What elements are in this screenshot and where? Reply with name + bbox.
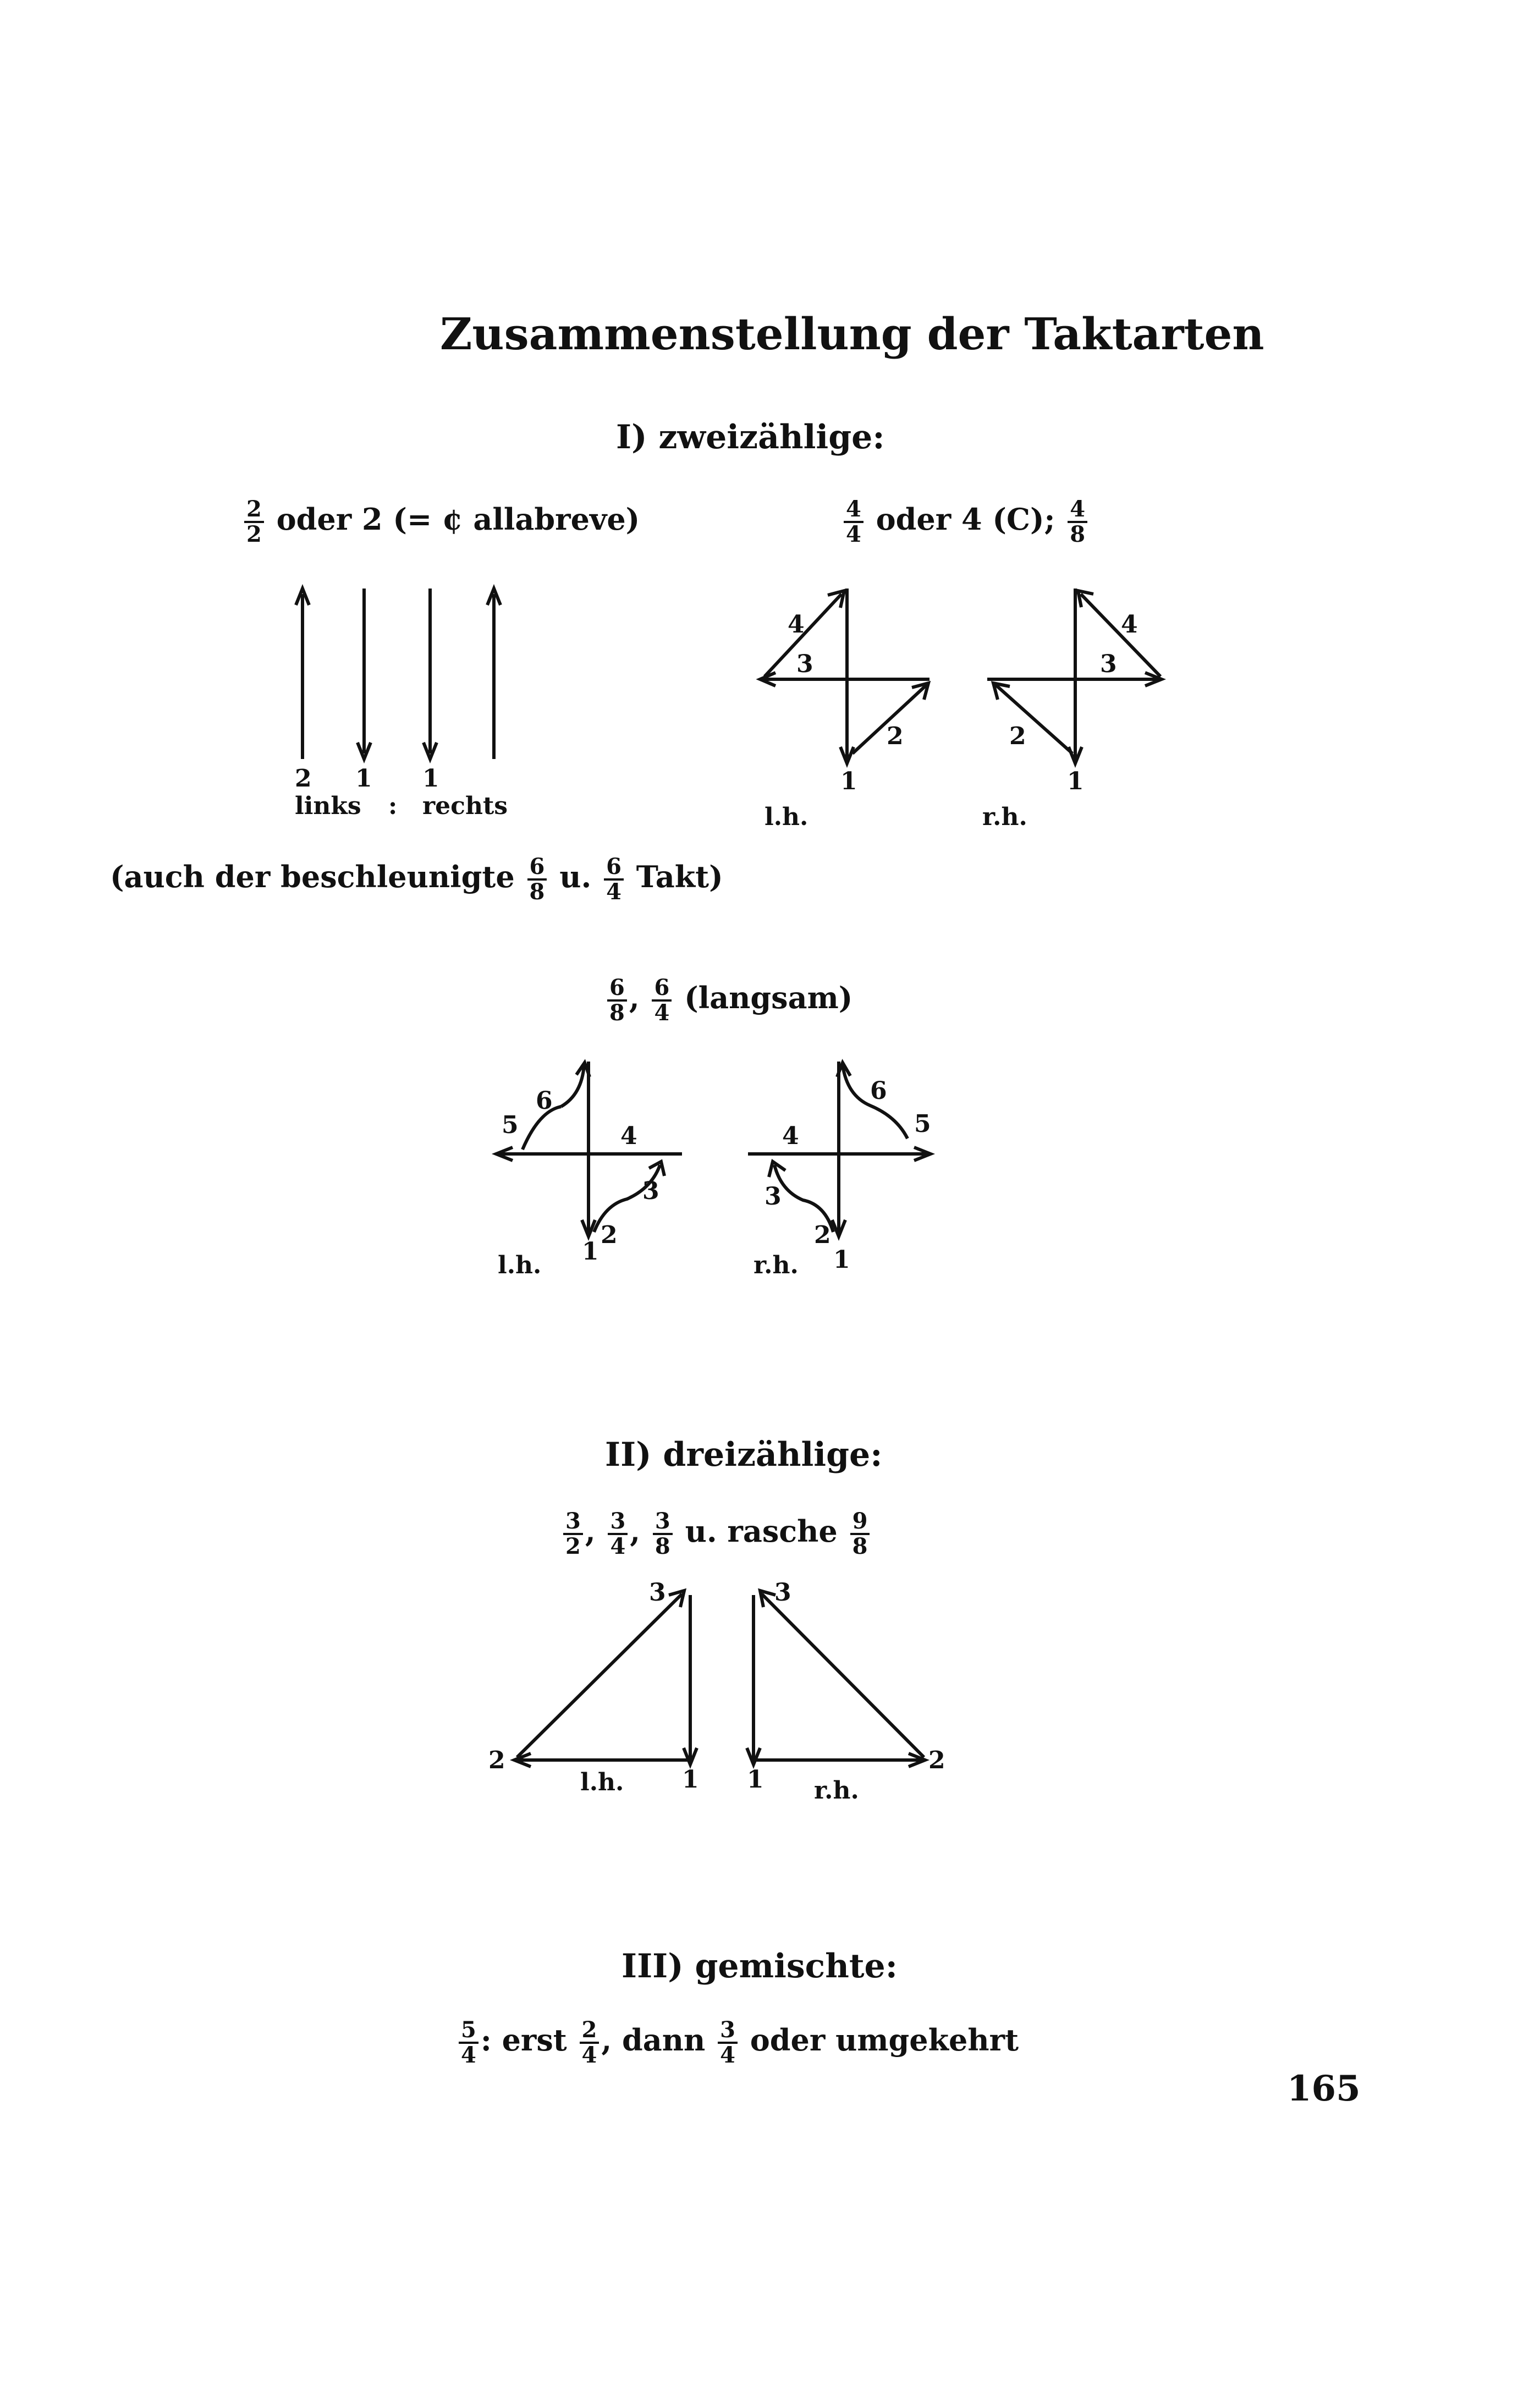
page-title: Zusammenstellung der Taktarten xyxy=(440,308,1264,360)
page-number: 165 xyxy=(1287,2068,1361,2109)
fraction: $\frac{4}{4}$ xyxy=(844,498,864,546)
fraction: $\frac{3}{2}$ xyxy=(563,1510,583,1558)
hand-right-label-c: r.h. xyxy=(754,1251,799,1279)
beat-1-label: 1 xyxy=(747,1766,764,1794)
beat-4-label: 4 xyxy=(782,1122,799,1150)
block-a-header xyxy=(242,498,640,546)
block-a-text: oder 2 (= ¢ allabreve) xyxy=(276,502,640,537)
beat-3-label: 3 xyxy=(796,650,813,678)
beat-label-1b: 1 xyxy=(422,765,439,793)
beat-2-label: 2 xyxy=(1009,722,1026,750)
block-b-header: $\frac{4}{4}$ oder 4 (C); $\frac{4}{8}$ xyxy=(842,498,1090,546)
fraction: $\frac{3}{4}$ xyxy=(718,2019,738,2067)
hand-left-label-c: l.h. xyxy=(498,1251,542,1279)
two-beat-arrows-diagram xyxy=(286,583,517,765)
fraction: $\frac{4}{8}$ xyxy=(1068,498,1087,546)
beat-4-label: 4 xyxy=(620,1122,637,1150)
beat-1-label: 1 xyxy=(1067,767,1084,795)
beat-1-label: 1 xyxy=(840,767,857,795)
section-1-heading: I) zweizählige: xyxy=(616,418,885,457)
beat-1-label: 1 xyxy=(582,1238,599,1266)
fraction: $\frac{2}{2}$ xyxy=(244,498,264,546)
section-3-heading: III) gemischte: xyxy=(622,1947,898,1986)
fraction: $\frac{3}{8}$ xyxy=(653,1510,673,1558)
section-2-signatures: $\frac{3}{2}$ , $\frac{3}{4}$ , $\frac{3}{8}$ u. rasche $\frac{9}{8}$ xyxy=(561,1510,872,1558)
beat-2-label: 2 xyxy=(601,1221,618,1249)
beat-3-label: 3 xyxy=(649,1579,666,1607)
section-2-heading: II) dreizählige: xyxy=(605,1436,883,1474)
fraction: $\frac{6}{8}$ xyxy=(607,976,627,1025)
four-beat-right-diagram xyxy=(985,583,1166,795)
beat-2-label: 2 xyxy=(488,1746,505,1774)
six-beat-right-diagram xyxy=(743,1056,941,1276)
fraction: $\frac{6}{4}$ xyxy=(604,855,624,904)
block-a-note: (auch der beschleunigte $\frac{6}{8}$ u. $\frac{6}{4}$ Takt) xyxy=(110,854,723,905)
beat-label-1a: 1 xyxy=(355,765,372,793)
diagonal-up-left-arrow xyxy=(762,1594,924,1757)
beat-2-label: 2 xyxy=(887,722,904,750)
beat-label-2: 2 xyxy=(295,765,312,793)
diagonal-down-left-arrow xyxy=(996,685,1072,754)
beat-3-label: 3 xyxy=(642,1177,659,1205)
three-beat-left-diagram xyxy=(484,1579,704,1794)
beat-1-label: 1 xyxy=(833,1246,850,1274)
fraction: $\frac{6}{4}$ xyxy=(652,976,672,1025)
hand-right-label: r.h. xyxy=(982,803,1027,831)
fraction: $\frac{5}{4}$ xyxy=(459,2019,479,2067)
section-3-text: $\frac{5}{4}$ : erst $\frac{2}{4}$ , dann $\frac{3}{4}$ oder umgekehrt xyxy=(457,2019,1019,2067)
fraction: $\frac{6}{8}$ xyxy=(527,855,547,904)
beat-2-label: 2 xyxy=(928,1746,945,1774)
beat-6-label: 6 xyxy=(870,1077,887,1105)
beat-5-label: 5 xyxy=(502,1111,519,1139)
beat-5-label: 5 xyxy=(914,1110,931,1138)
beat-6-label: 6 xyxy=(536,1087,553,1115)
beat-3-label: 3 xyxy=(774,1579,791,1607)
fraction: $\frac{9}{8}$ xyxy=(850,1510,870,1558)
beat-3-label: 3 xyxy=(765,1183,782,1211)
hand-left-label-2: l.h. xyxy=(580,1768,624,1796)
label-separator: : xyxy=(388,792,398,820)
hand-left-label: l.h. xyxy=(765,803,809,831)
beat-2-label: 2 xyxy=(814,1221,831,1249)
block-c-header: $\frac{6}{8}$ , $\frac{6}{4}$ (langsam) xyxy=(605,976,853,1025)
fraction: $\frac{3}{4}$ xyxy=(608,1510,628,1558)
beat-3-label: 3 xyxy=(1100,650,1117,678)
hand-right-label-2: r.h. xyxy=(814,1777,859,1805)
four-beat-left-diagram xyxy=(759,583,941,795)
fraction: $\frac{2}{4}$ xyxy=(580,2019,600,2067)
beat-1-label: 1 xyxy=(682,1766,699,1794)
beat-4-label: 4 xyxy=(1121,611,1138,639)
label-rechts: rechts xyxy=(422,792,508,820)
beat-4-label: 4 xyxy=(788,611,805,639)
diagonal-up-arrow xyxy=(517,1594,682,1757)
label-links: links xyxy=(295,792,361,820)
